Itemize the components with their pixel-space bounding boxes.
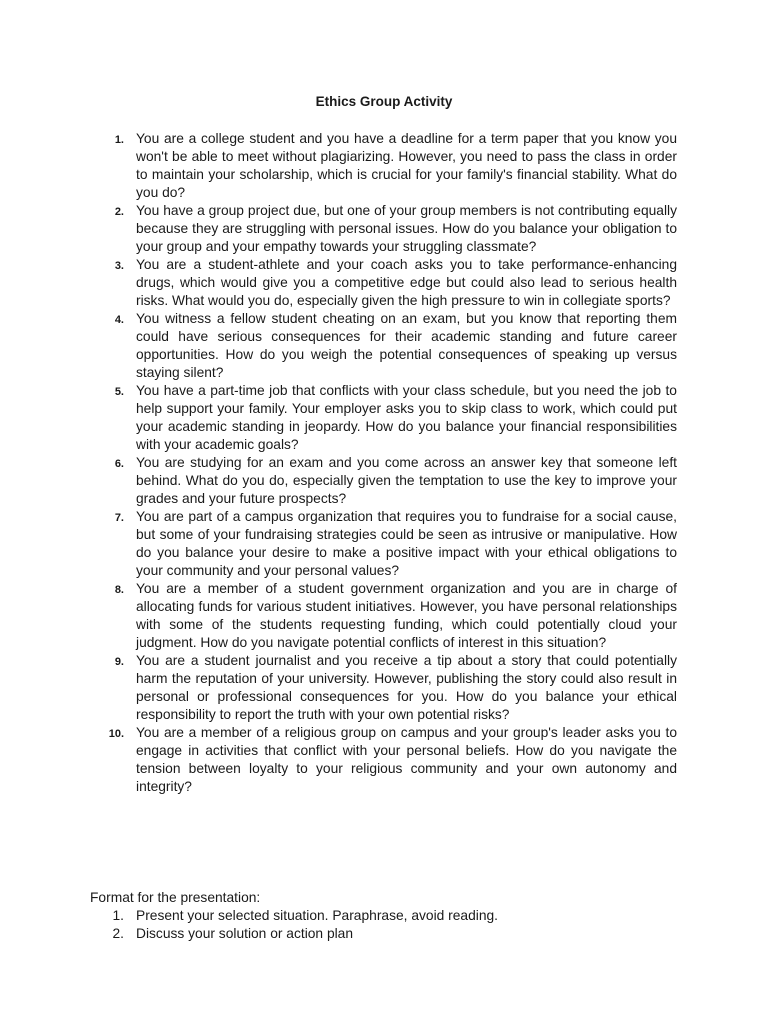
item-text: You witness a fellow student cheating on an exam, but you know that reporting them could have serious consequences for their academic standing and future career opportunities. How do you weigh the potential consequences of speaking up versus staying silent? (136, 311, 677, 380)
document-title: Ethics Group Activity (315, 94, 453, 109)
item-number: 2. (114, 206, 124, 218)
item-text: Present your selected situation. Paraphrase, avoid reading. (136, 908, 498, 923)
item-text: You are a member of a student government organization and you are in charge of allocating funds for various student initiatives. However, you have personal relationships with some of the students requesting funding, which could potentially cloud your judgment. How do you navigate potential conflicts of interest in this situation? (136, 581, 677, 650)
list-item (90, 652, 677, 724)
list-item (90, 925, 677, 943)
list-item (90, 382, 677, 454)
item-number: 4. (114, 314, 124, 326)
item-number: 5. (114, 386, 124, 398)
item-number: 7. (114, 512, 124, 524)
list-item (90, 202, 677, 256)
item-number: 10. (108, 728, 124, 740)
list-item (90, 508, 677, 580)
item-number: 3. (114, 260, 124, 272)
item-number: 9. (114, 656, 124, 668)
list-item (90, 130, 677, 202)
item-number: 2. (112, 926, 124, 941)
item-text: You are a student journalist and you receive a tip about a story that could potentially harm the reputation of your university. However, publishing the story could also result in personal or professional consequences for you. How do you balance your ethical responsibility to report the truth with your own potential risks? (136, 653, 677, 722)
list-item (90, 310, 677, 382)
item-text: You have a group project due, but one of your group members is not contributing equally because they are struggling with personal issues. How do you balance your obligation to your group and your empathy towards your struggling classmate? (136, 203, 677, 254)
list-item (90, 256, 677, 310)
list-item (90, 724, 677, 796)
item-text: Discuss your solution or action plan (136, 926, 354, 941)
item-number: 8. (114, 584, 124, 596)
item-number: 1. (112, 908, 124, 923)
item-text: You have a part-time job that conflicts with your class schedule, but you need the job to help support your family. Your employer asks you to skip class to work, which could put your academic standing in jeopardy. How do you balance your financial responsibilities with your academic goals? (136, 383, 677, 452)
item-number: 1. (114, 134, 124, 146)
format-list (90, 907, 677, 943)
item-text: You are a member of a religious group on campus and your group's leader asks you to engage in activities that conflict with your personal beliefs. How do you navigate the tension between loyalty to your religious community and your own autonomy and integrity? (136, 725, 677, 794)
list-item (90, 454, 677, 508)
item-number: 6. (114, 458, 124, 470)
question-list (90, 130, 677, 796)
item-text: You are a student-athlete and your coach asks you to take performance-enhancing drugs, which would give you a competitive edge but could also lead to serious health risks. What would you do, especially given the high pressure to win in collegiate sports? (136, 257, 677, 308)
item-text: You are part of a campus organization that requires you to fundraise for a social cause, but some of your fundraising strategies could be seen as intrusive or manipulative. How do you balance your desire to make a positive impact with your ethical obligations to your community and your personal values? (136, 509, 677, 578)
item-text: You are studying for an exam and you come across an answer key that someone left behind. What do you do, especially given the temptation to use the key to improve your grades and your future prospects? (136, 455, 677, 506)
list-item (90, 907, 677, 925)
list-item (90, 580, 677, 652)
format-heading: Format for the presentation: (90, 890, 261, 905)
item-text: You are a college student and you have a deadline for a term paper that you know you won't be able to meet without plagiarizing. However, you need to pass the class in order to maintain your scholarship, which is crucial for your family's financial stability. What do you do? (136, 131, 677, 200)
